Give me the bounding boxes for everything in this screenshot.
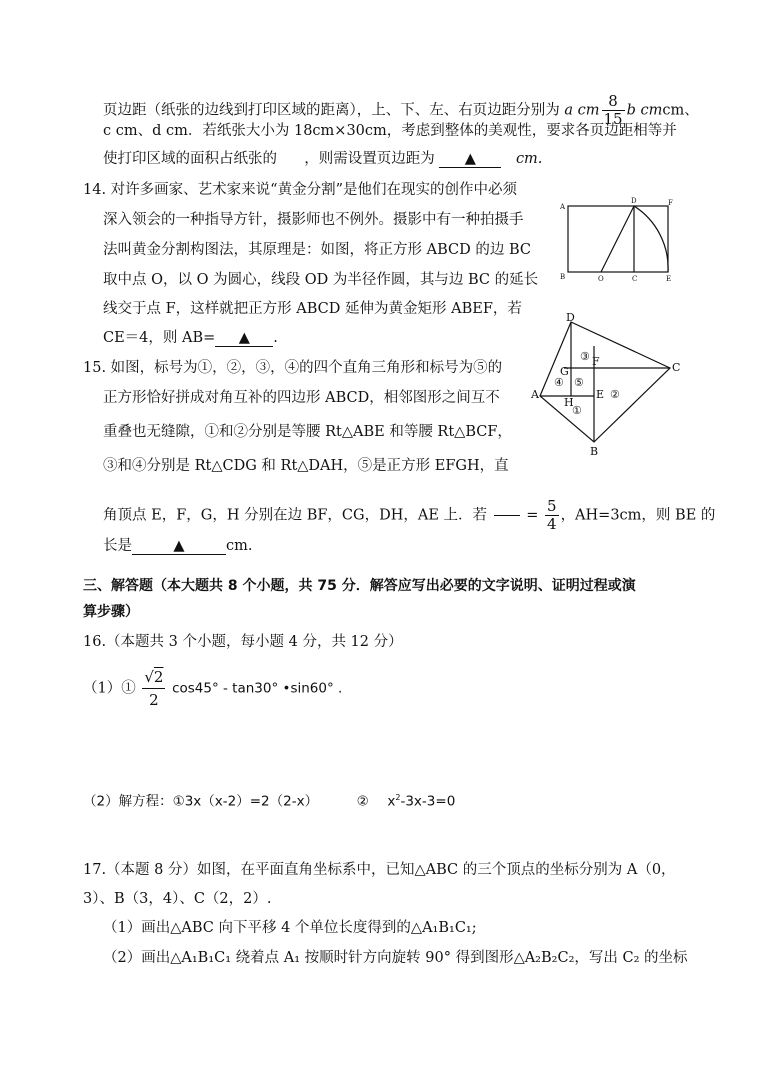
q15-figure-quadrilateral bbox=[528, 310, 688, 460]
label-b: B bbox=[590, 445, 599, 458]
q15-l5b: ，AH=3cm，则 BE 的 bbox=[560, 507, 716, 524]
q14-line-3: 法叫黄金分割构图法，其原理是：如图，将正方形 ABCD 的边 BC bbox=[103, 242, 531, 258]
q16-sqrt-value: 2 bbox=[153, 668, 164, 686]
sqrt-sign-icon: √ bbox=[144, 668, 154, 686]
q13-line-3 bbox=[103, 149, 542, 169]
label-n2: ② bbox=[610, 388, 620, 401]
q14-line-4: 取中点 O，以 O 为圆心，线段 OD 为半径作圆，其与边 BC 的延长 bbox=[103, 272, 539, 288]
q13-a: a bbox=[564, 102, 574, 119]
q15-l5a: 角顶点 E，F，G，H 分别在边 BF，CG，DH，AE 上．若 bbox=[103, 507, 488, 524]
q16-p2b-pre: ② bbox=[356, 793, 369, 810]
q13-l3a: 使打印区域的面积占纸张的 bbox=[103, 151, 277, 167]
label-n1: ① bbox=[572, 404, 582, 417]
label-a: A bbox=[531, 388, 539, 401]
label-n4: ④ bbox=[554, 376, 564, 389]
q16-p2: （2）解方程：①3x（x-2）=2（2-x） bbox=[83, 793, 319, 810]
q13-line-2: c cm、d cm．若纸张大小为 18cm×30cm，考虑到整体的美观性，要求各页边距相等并 bbox=[103, 123, 677, 139]
q14-line-1: 14. 对许多画家、艺术家来说“黄金分割”是他们在现实的创作中必须 bbox=[83, 182, 517, 198]
label-d: D bbox=[631, 197, 637, 205]
q15-ratio-blank-fraction bbox=[494, 501, 520, 530]
q16-sqrt-fraction bbox=[142, 666, 165, 711]
label-e: E bbox=[666, 275, 672, 282]
q15-line-4: ③和④分别是 Rt△CDG 和 Rt△DAH，⑤是正方形 EFGH，直 bbox=[103, 458, 509, 474]
q17-line-1: 17.（本题 8 分）如图，在平面直角坐标系中，已知△ABC 的三个顶点的坐标分别为 A（0， bbox=[83, 862, 676, 878]
q15-l6a: 长是 bbox=[103, 538, 132, 554]
q16-part-2 bbox=[83, 788, 455, 812]
q14-figure-golden-rectangle bbox=[558, 196, 676, 282]
q14-line-5: 线交于点 F，这样就把正方形 ABCD 延伸为黄金矩形 ABEF，若 bbox=[103, 301, 522, 317]
q16-p2b-post: -3x-3=0 bbox=[400, 793, 456, 810]
q13-answer-blank[interactable]: ▲ bbox=[439, 151, 501, 168]
label-f: F bbox=[592, 355, 600, 368]
q15-line-1: 15. 如图，标号为①，②，③，④的四个直角三角形和标号为⑤的 bbox=[83, 360, 503, 376]
section-3-line-1: 三、解答题（本大题共 8 个小题，共 75 分．解答应写出必要的文字说明、证明过程或演 bbox=[83, 578, 636, 594]
q13-text: 页边距（纸张的边线到打印区域的距离），上、下、左、右页边距分别为 bbox=[103, 102, 560, 119]
label-e: E bbox=[596, 388, 605, 401]
q16-p1-pre: （1）① bbox=[83, 680, 136, 697]
q15-line-6 bbox=[103, 536, 252, 556]
q13-b: b bbox=[626, 102, 636, 119]
q13-sep: cm、 bbox=[662, 102, 699, 119]
label-f: F bbox=[668, 199, 673, 207]
section-3-line-2: 算步骤） bbox=[83, 604, 139, 620]
q15-frac-den: 4 bbox=[547, 515, 557, 533]
q16-p2b-sup: 2 bbox=[395, 793, 401, 802]
label-o: O bbox=[598, 275, 604, 282]
q16-p2b-x: x bbox=[387, 793, 396, 810]
label-a: A bbox=[560, 203, 566, 211]
label-c: C bbox=[632, 275, 638, 282]
q13-cm: cm bbox=[577, 102, 600, 119]
q13-frac-den: 15 bbox=[603, 110, 623, 128]
label-n5: ⑤ bbox=[574, 376, 584, 389]
q15-answer-blank[interactable]: ▲ bbox=[132, 538, 226, 555]
q15-line-3: 重叠也无缝隙，①和②分别是等腰 Rt△ABE 和等腰 Rt△BCF， bbox=[103, 424, 512, 440]
q15-eq: = bbox=[526, 507, 539, 524]
q14-l6a: CE＝4，则 AB= bbox=[103, 330, 216, 346]
q15-line-2: 正方形恰好拼成对角互补的四边形 ABCD，相邻图形之间互不 bbox=[103, 390, 500, 406]
q14-line-2: 深入领会的一种指导方针，摄影师也不例外。摄影中有一种拍摄手 bbox=[103, 212, 524, 228]
q16-sqrt-num bbox=[142, 666, 165, 689]
label-h: H bbox=[564, 396, 574, 409]
q15-frac-num: 5 bbox=[547, 497, 557, 515]
label-d: D bbox=[566, 311, 575, 324]
label-g: G bbox=[560, 365, 569, 378]
q13-l3b: ，则需设置页边距为 bbox=[304, 151, 435, 167]
q16-part-1 bbox=[83, 666, 342, 712]
q13-frac-num: 8 bbox=[602, 93, 625, 111]
q14-l6b: . bbox=[273, 330, 278, 346]
q15-l6b: cm. bbox=[226, 538, 253, 554]
q16-p1-post: cos45° - tan30° •sin60° . bbox=[172, 680, 343, 697]
label-c: C bbox=[672, 361, 681, 374]
q17-line-3: （1）画出△ABC 向下平移 4 个单位长度得到的△A₁B₁C₁; bbox=[103, 920, 477, 936]
q17-line-2: 3）、B（3，4）、C（2，2）. bbox=[83, 891, 272, 907]
q15-ratio-bottom bbox=[494, 516, 520, 530]
q15-ratio-top bbox=[494, 501, 520, 516]
q13-l3c: cm. bbox=[515, 151, 543, 167]
q16-title: 16.（本题共 3 个小题，每小题 4 分，共 12 分） bbox=[83, 634, 403, 650]
q14-answer-blank[interactable]: ▲ bbox=[215, 330, 273, 347]
q14-line-6 bbox=[103, 328, 278, 348]
q15-line-5 bbox=[103, 498, 715, 533]
q15-fraction bbox=[545, 498, 559, 533]
q17-line-4: （2）画出△A₁B₁C₁ 绕着点 A₁ 按顺时针方向旋转 90° 得到图形△A₂B₂C₂，写出 C₂ 的坐标 bbox=[103, 950, 688, 966]
q13-cm-2: cm bbox=[640, 102, 663, 119]
label-n3: ③ bbox=[580, 350, 590, 363]
label-b: B bbox=[560, 273, 566, 281]
q16-frac-den: 2 bbox=[149, 691, 159, 709]
line-od bbox=[601, 206, 634, 272]
arc-df bbox=[634, 206, 668, 272]
